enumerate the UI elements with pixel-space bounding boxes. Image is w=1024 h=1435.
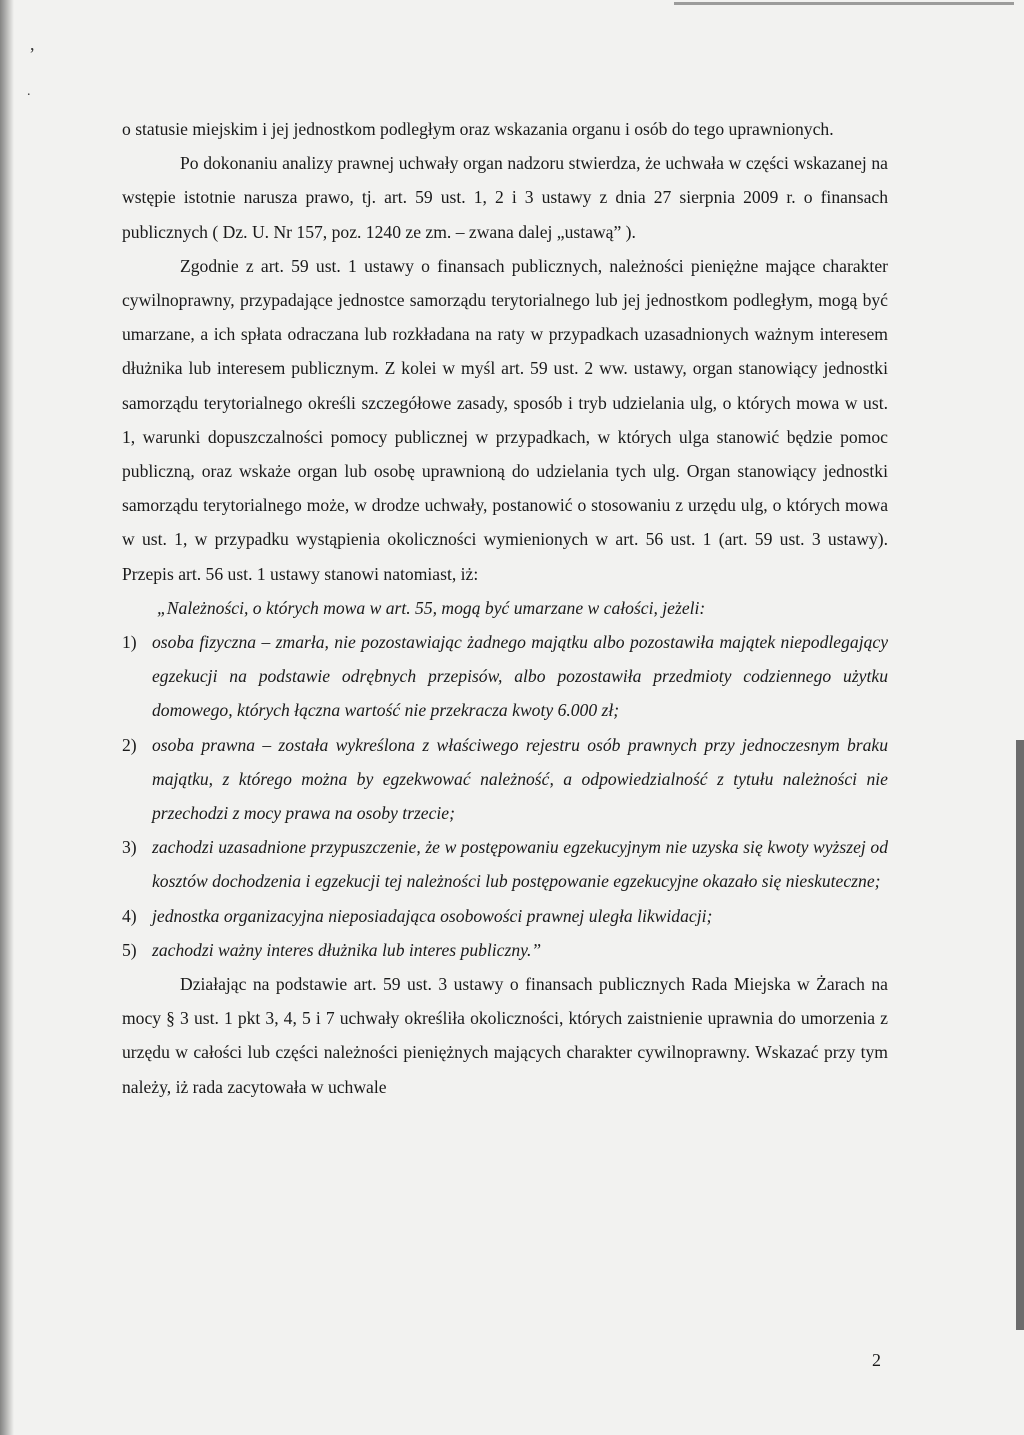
paragraph-4: Działając na podstawie art. 59 ust. 3 ustawy o finansach publicznych Rada Miejska w Żarach na mocy § 3 ust. 1 pkt 3, 4, 5 i 7 uchwały określiła okoliczności, których zaistnienie uprawnia do umorzenia z urzędu w całości lub części należności pieniężnych mających charakter cywilnoprawny. Wskazać przy tym należy, iż rada zacytowała w uchwale xyxy=(122,974,888,1097)
list-item-text: zachodzi uzasadnione przypuszczenie, że w postępowaniu egzekucyjnym nie uzyska się kwoty wyższej od kosztów dochodzenia i egzekucji tej należności lub postępowanie egzekucyjne okazało się nieskuteczne; xyxy=(152,837,888,892)
list-item-number: 5) xyxy=(122,939,137,960)
scan-edge-right xyxy=(1016,740,1024,1330)
list-item-text: osoba prawna – została wykreślona z właściwego rejestru osób prawnych przy jednoczesnym braku majątku, z którego można by egzekwować należność, a odpowiedzialność z tytułu należności nie przechodzi z mocy prawa na osoby trzecie; xyxy=(152,734,888,824)
page-number: 2 xyxy=(872,1350,881,1370)
list-item xyxy=(122,830,888,898)
quoted-list xyxy=(122,625,888,967)
list-item-text: zachodzi ważny interes dłużnika lub interes publiczny.” xyxy=(152,939,542,960)
scan-edge-top xyxy=(674,2,1014,5)
list-item-number: 1) xyxy=(122,632,137,653)
scan-speck: , xyxy=(30,34,35,54)
list-item-number: 2) xyxy=(122,734,137,755)
list-item xyxy=(122,625,888,728)
document-body xyxy=(122,112,888,1104)
list-item-text: jednostka organizacyjna nieposiadająca osobowości prawnej uległa likwidacji; xyxy=(152,905,713,926)
quote-intro: „Należności, o których mowa w art. 55, mogą być umarzane w całości, jeżeli: xyxy=(157,597,706,618)
list-item-number: 3) xyxy=(122,837,137,858)
list-item-number: 4) xyxy=(122,905,137,926)
list-item xyxy=(122,728,888,831)
scan-speck: . xyxy=(27,84,31,99)
paragraph-3: Zgodnie z art. 59 ust. 1 ustawy o finansach publicznych, należności pieniężne mające charakter cywilnoprawny, przypadające jednostce samorządu terytorialnego lub jej jednostkom podległym, mogą być umarzane, a ich spłata odraczana lub rozkładana na raty w przypadkach uzasadnionych ważnym interesem dłużnika lub interesem publicznym. Z kolei w myśl art. 59 ust. 2 ww. ustawy, organ stanowiący jednostki samorządu terytorialnego określi szczegółowe zasady, sposób i tryb udzielania ulg, o których mowa w ust. 1, warunki dopuszczalności pomocy publicznej w przypadkach, w których ulga stanowić będzie pomoc publiczną, oraz wskaże organ lub osobę uprawnioną do udzielania tych ulg. Organ stanowiący jednostki samorządu terytorialnego może, w drodze uchwały, postanowić o stosowaniu z urzędu ulg, o których mowa w ust. 1, w przypadku wystąpienia okoliczności wymienionych w art. 56 ust. 1 (art. 59 ust. 3 ustawy). Przepis art. 56 ust. 1 ustawy stanowi natomiast, iż: xyxy=(122,255,888,584)
list-item xyxy=(122,933,888,967)
list-item xyxy=(122,899,888,933)
paragraph-1: o statusie miejskim i jej jednostkom podległym oraz wskazania organu i osób do tego uprawnionych. xyxy=(122,119,834,139)
scan-edge-left xyxy=(0,0,14,1435)
list-item-text: osoba fizyczna – zmarła, nie pozostawiając żadnego majątku albo pozostawiła majątek niepodlegający egzekucji na podstawie odrębnych przepisów, albo pozostawiła przedmioty codziennego użytku domowego, których łączna wartość nie przekracza kwoty 6.000 zł; xyxy=(152,632,888,721)
paragraph-2: Po dokonaniu analizy prawnej uchwały organ nadzoru stwierdza, że uchwała w części wskazanej na wstępie istotnie narusza prawo, tj. art. 59 ust. 1, 2 i 3 ustawy z dnia 27 sierpnia 2009 r. o finansach publicznych ( Dz. U. Nr 157, poz. 1240 ze zm. – zwana dalej „ustawą” ). xyxy=(122,153,888,242)
